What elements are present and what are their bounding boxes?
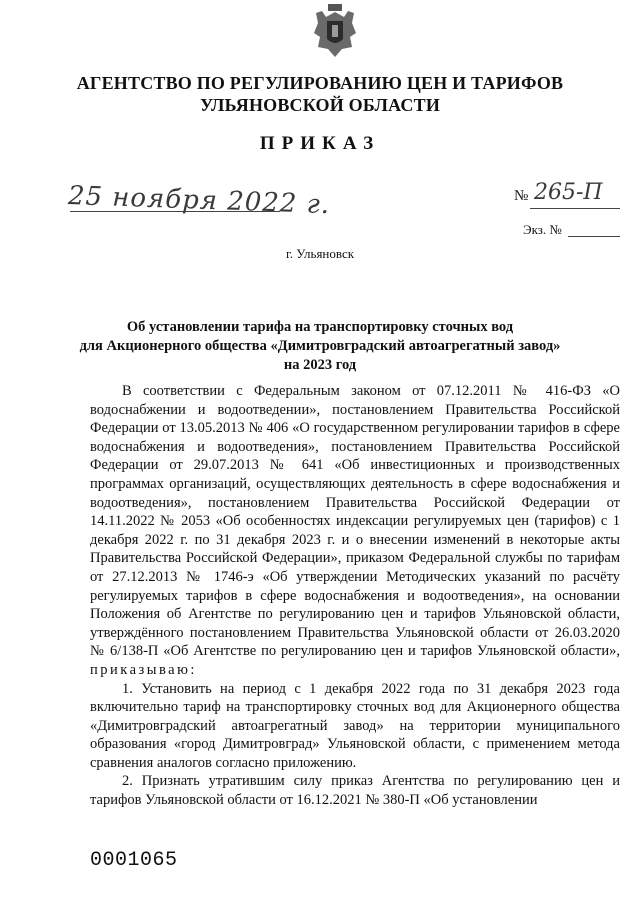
copy-number-underline (568, 236, 620, 237)
document-serial-number: 0001065 (90, 849, 178, 872)
agency-name-line1: АГЕНТСТВО ПО РЕГУЛИРОВАНИЮ ЦЕН И ТАРИФОВ (76, 73, 564, 93)
agency-name-line2: УЛЬЯНОВСКОЙ ОБЛАСТИ (199, 95, 441, 115)
title-line3: на 2023 год (283, 357, 357, 373)
number-label: № (514, 188, 529, 204)
preamble-paragraph (90, 382, 620, 680)
title-line2: для Акционерного общества «Димитровградский автоагрегатный завод» (79, 338, 561, 354)
document-title (60, 318, 580, 375)
preamble-text: В соответствии с Федеральным законом от 07.12.2011 № 416-ФЗ «О водоснабжении и водоотведении», постановлением Правительства Российской Федерации от 13.05.2013 № 406 «О государственном регулировании тарифов в сфере водоснабжения и водоотведения», постановлением Правительства Российской Федерации от 29.07.2013 № 641 «Об инвестиционных и производственных программах организаций, осуществляющих деятельность в сфере водоснабжения и водоотведения», постановлением Правительства Российской Федерации от 14.11.2022 № 2053 «Об особенностях индексации регулируемых цен (тарифов) с 1 декабря 2022 г. по 31 декабря 2023 г. и о внесении изменений в некоторые акты Правительства Российской Федерации», приказом Федеральной службы по тарифам от 27.12.2013 № 1746-э «Об утверждении Методических указаний по расчёту регулируемых тарифов в сфере водоснабжения и водоотведения», на основании Положения об Агентстве по регулированию цен и тарифов Ульяновской области, утверждённого постановлением Правительства Ульяновской области от 26.03.2020 № 6/138-П «Об Агентстве по регулированию цен и тарифов Ульяновской области», (90, 383, 620, 660)
handwritten-date: 25 ноября 2022 г. (67, 181, 331, 221)
prikazyvayu: приказываю: (90, 661, 197, 678)
city: г. Ульяновск (285, 246, 355, 261)
item-2: 2. Признать утратившим силу приказ Агентства по регулированию цен и тарифов Ульяновской области от 16.12.2021 № 380-П «Об установлении (90, 773, 620, 809)
item-1: 1. Установить на период с 1 декабря 2022 года по 31 декабря 2023 года включительно тариф на транспортировку сточных вод для Акционерного общества «Димитровградский автоагрегатный завод» на территории муниципального образования «город Димитровград» Ульяновской области, с применением метода сравнения аналогов согласно приложению. (90, 680, 620, 771)
coat-of-arms-icon (312, 3, 358, 59)
title-line1: Об установлении тарифа на транспортировку сточных вод (126, 319, 514, 335)
document-type: ПРИКАЗ (259, 133, 381, 154)
date-underline (70, 211, 280, 212)
document-body (90, 382, 620, 810)
handwritten-number: 265-П (534, 180, 603, 205)
copy-number-label: Экз. № (523, 222, 562, 237)
number-underline (530, 208, 620, 209)
